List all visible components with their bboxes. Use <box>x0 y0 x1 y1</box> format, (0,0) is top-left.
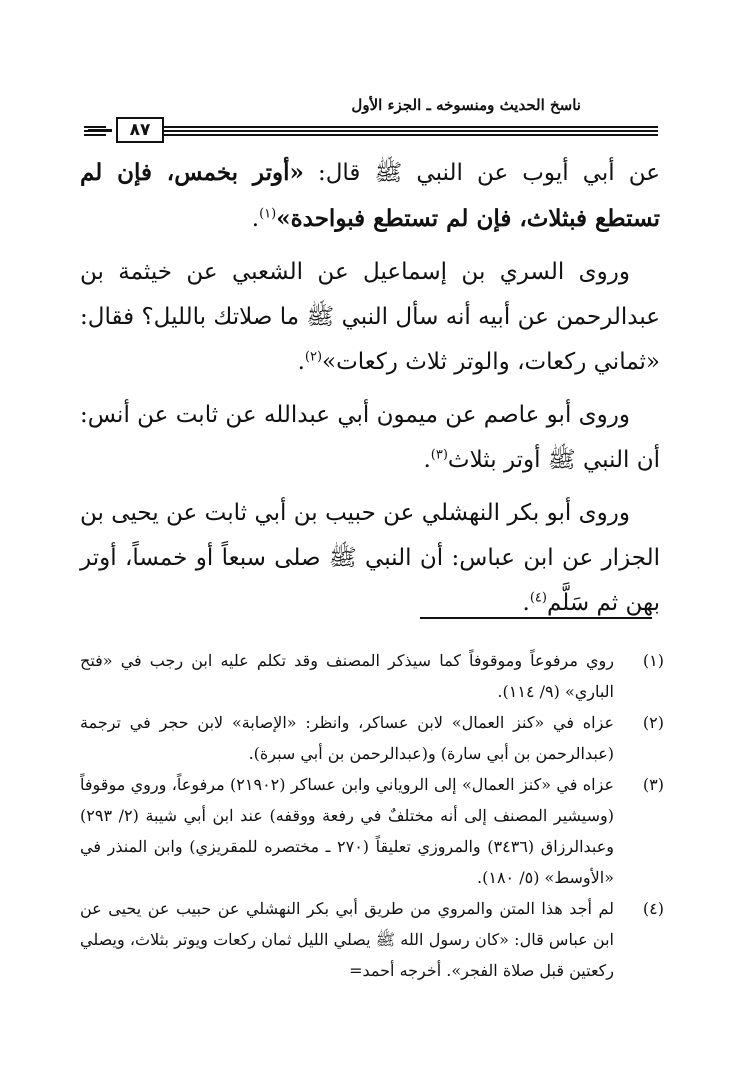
paragraph-1 <box>80 150 660 242</box>
running-title: ناسخ الحديث ومنسوخه ـ الجزء الأول <box>351 96 581 114</box>
footnote-number: (١) <box>642 651 664 670</box>
paragraph-1-end: . <box>251 206 260 232</box>
footnote-ref-1: (١) <box>259 206 277 222</box>
paragraph-2 <box>80 250 660 385</box>
footnotes <box>80 645 664 986</box>
footnote-text: عزاه في «كنز العمال» إلى الروياني وابن عساكر (٢١٩٠٢) مرفوعاً، وروي موقوفاً (وسيشير المصنف إلى أنه مختلفٌ في رفعة ووقفه) عند ابن أبي شيبة (٢/ ٢٩٣) وعبدالرزاق (٣٤٣٦) والمروزي تعليقاً (٢٧٠ ـ مختصره للمقريزي) وابن المنذر في «الأوسط» (٥/ ١٨٠). <box>80 775 615 887</box>
footnote-3 <box>80 769 664 893</box>
paragraph-4-text: وروى أبو بكر النهشلي عن حبيب بن أبي ثابت عن يحيى بن الجزار عن ابن عباس: أن النبي ﷺ صلى سبعاً أو خمساً، أوتر بهن ثم سَلَّم <box>80 500 660 616</box>
main-text <box>80 150 660 634</box>
hadith-quote: «أوتر بخمس، فإن لم تستطع فبثلاث، فإن لم تستطع فبواحدة» <box>80 159 660 232</box>
paragraph-2-text: وروى السري بن إسماعيل عن الشعبي عن خيثمة بن عبدالرحمن عن أبيه أنه سأل النبي ﷺ ما صلاتك بالليل؟ فقال: «ثماني ركعات، والوتر ثلاث ركعات» <box>80 259 660 375</box>
footnote-ref-2: (٢) <box>304 349 323 365</box>
footnote-text: لم أجد هذا المتن والمروي من طريق أبي بكر النهشلي عن حبيب عن يحيى عن ابن عباس قال: «كان رسول الله ﷺ يصلي الليل ثمان ركعات ويوتر بثلاث، ويصلي ركعتين قبل صلاة الفجر». أخرجه أحمد= <box>80 899 614 980</box>
footnote-number: (٣) <box>642 775 664 794</box>
paragraph-2-end: . <box>297 349 305 375</box>
paragraph-3-text: وروى أبو عاصم عن ميمون أبي عبدالله عن ثابت عن أنس: أن النبي ﷺ أوتر بثلاث <box>79 402 660 473</box>
footnote-number: (٢) <box>642 713 664 732</box>
paragraph-1-text: عن أبي أيوب عن النبي ﷺ قال: <box>303 160 660 186</box>
paragraph-4-end: . <box>522 590 530 616</box>
footnote-ref-4: (٤) <box>529 590 547 606</box>
page-number: ٨٧ <box>116 117 164 143</box>
footnote-text: روي مرفوعاً وموقوفاً كما سيذكر المصنف وقد تكلم عليه ابن رجب في «فتح الباري» (٩/ ١١٤). <box>80 651 614 701</box>
footnote-text: عزاه في «كنز العمال» لابن عساكر، وانظر: «الإصابة» لابن حجر في ترجمة (عبدالرحمن بن أبي سارة) و(عبدالرحمن بن أبي سبرة). <box>80 713 614 763</box>
footnote-separator <box>420 617 652 619</box>
paragraph-4 <box>80 491 660 626</box>
footnote-number: (٤) <box>642 899 664 918</box>
footnote-4 <box>80 893 664 986</box>
paragraph-3-end: . <box>423 447 431 473</box>
footnote-2 <box>80 707 664 769</box>
header-rule <box>84 124 658 138</box>
page-number-tick <box>88 129 112 132</box>
paragraph-3 <box>80 393 660 483</box>
footnote-ref-3: (٣) <box>430 447 448 463</box>
footnote-1 <box>80 645 664 707</box>
